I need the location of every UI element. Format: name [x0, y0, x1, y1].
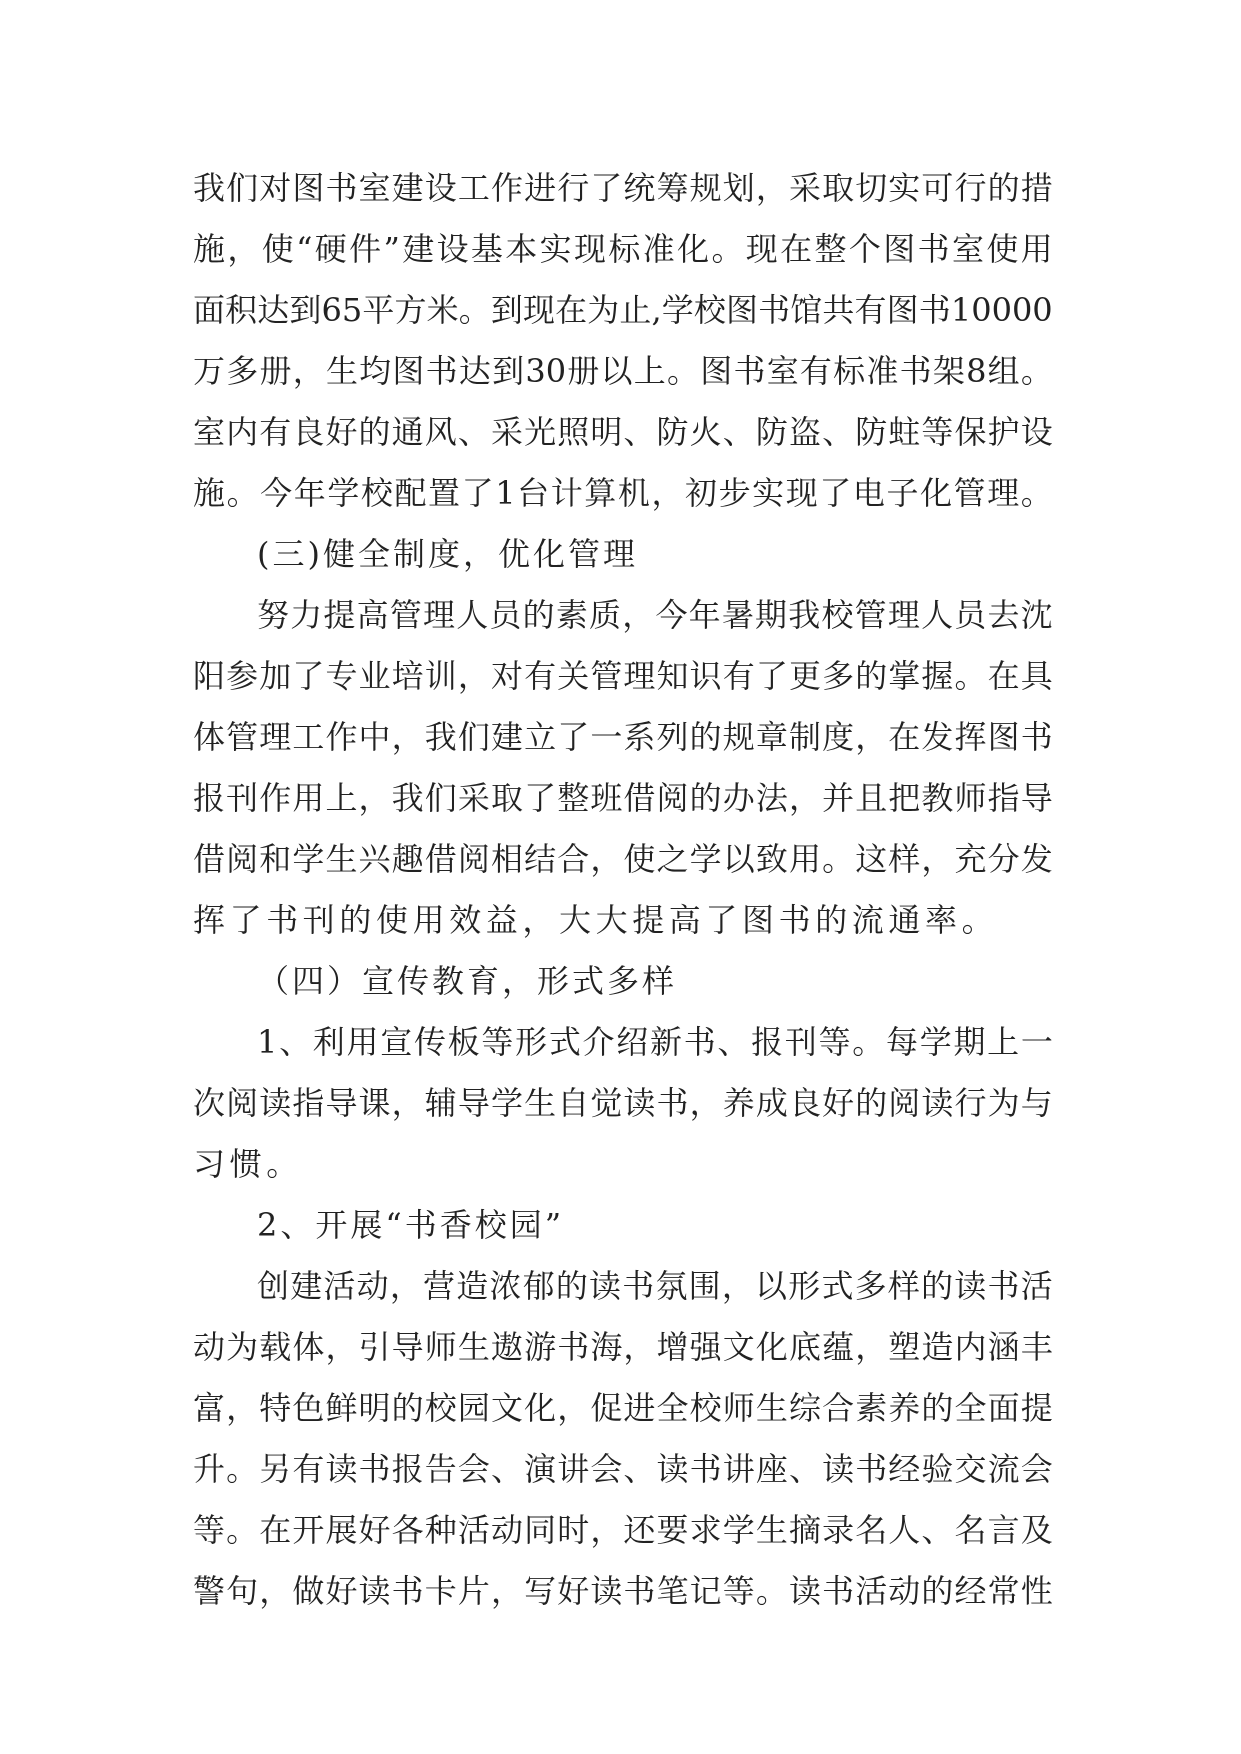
text-line: 体 管 理 工 作 中 ， 我 们 建 立 了 一 系 列 的 规 章 制 度 ， 在 发 挥 图 书 [193, 718, 1053, 756]
text-line: 警 句 ， 做 好 读 书 卡 片 ， 写 好 读 书 笔 记 等 。 读 书 活 动 的 经 常 性 [193, 1572, 1053, 1610]
text-line: 1 、 利 用 宣 传 板 等 形 式 介 绍 新 书 、 报 刊 等 。 每 学 期 上 一 [257, 1023, 1053, 1061]
text-line: 习惯。 [193, 1145, 303, 1183]
text-line: 创 建 活 动 ， 营 造 浓 郁 的 读 书 氛 围 ， 以 形 式 多 样 的 读 书 活 [257, 1267, 1053, 1305]
text-line: 阳 参 加 了 专 业 培 训 ， 对 有 关 管 理 知 识 有 了 更 多 的 掌 握 。 在 具 [193, 657, 1053, 695]
text-line: 施 ， 使 “ 硬 件 ” 建 设 基 本 实 现 标 准 化 。 现 在 整 个 图 书 室 使 用 [193, 230, 1053, 268]
text-line: 动 为 载 体 ， 引 导 师 生 遨 游 书 海 ， 增 强 文 化 底 蕴 ， 塑 造 内 涵 丰 [193, 1328, 1053, 1366]
text-line: 万 多 册 ， 生 均 图 书 达 到 30 册 以 上 。 图 书 室 有 标 准 书 架 8 组 。 [193, 352, 1053, 390]
text-line: 室 内 有 良 好 的 通 风 、 采 光 照 明 、 防 火 、 防 盗 、 防 蛀 等 保 护 设 [193, 413, 1053, 451]
text-line: 富 ， 特 色 鲜 明 的 校 园 文 化 ， 促 进 全 校 师 生 综 合 素 养 的 全 面 提 [193, 1389, 1053, 1427]
document-body [193, 158, 1053, 1622]
section-heading-3: (三)健全制度，优化管理 [257, 535, 638, 573]
text-line: 次 阅 读 指 导 课 ， 辅 导 学 生 自 觉 读 书 ， 养 成 良 好 的 阅 读 行 为 与 [193, 1084, 1053, 1122]
text-line: 面 积 达 到 65 平 方 米 。 到 现 在 为 止 , 学 校 图 书 馆 共 有 图 书 10000 [193, 291, 1053, 329]
text-line: 我 们 对 图 书 室 建 设 工 作 进 行 了 统 筹 规 划 ， 采 取 切 实 可 行 的 措 [193, 169, 1053, 207]
text-line: 施 。 今 年 学 校 配 置 了 1 台 计 算 机 ， 初 步 实 现 了 电 子 化 管 理 。 [193, 474, 1053, 512]
text-line: 报 刊 作 用 上 ， 我 们 采 取 了 整 班 借 阅 的 办 法 ， 并 且 把 教 师 指 导 [193, 779, 1053, 817]
text-line: 挥了书刊的使用效益，大大提高了图书的流通率。 [193, 901, 999, 939]
text-line: 等 。 在 开 展 好 各 种 活 动 同 时 ， 还 要 求 学 生 摘 录 名 人 、 名 言 及 [193, 1511, 1053, 1549]
text-line: 借 阅 和 学 生 兴 趣 借 阅 相 结 合 ， 使 之 学 以 致 用 。 这 样 ， 充 分 发 [193, 840, 1053, 878]
subsection-heading-2: 2、开展“书香校园” [257, 1206, 565, 1244]
section-heading-4: （四）宣传教育，形式多样 [257, 962, 678, 1000]
text-line: 升 。 另 有 读 书 报 告 会 、 演 讲 会 、 读 书 讲 座 、 读 书 经 验 交 流 会 [193, 1450, 1053, 1488]
text-line: 努 力 提 高 管 理 人 员 的 素 质 ， 今 年 暑 期 我 校 管 理 人 员 去 沈 [257, 596, 1053, 634]
